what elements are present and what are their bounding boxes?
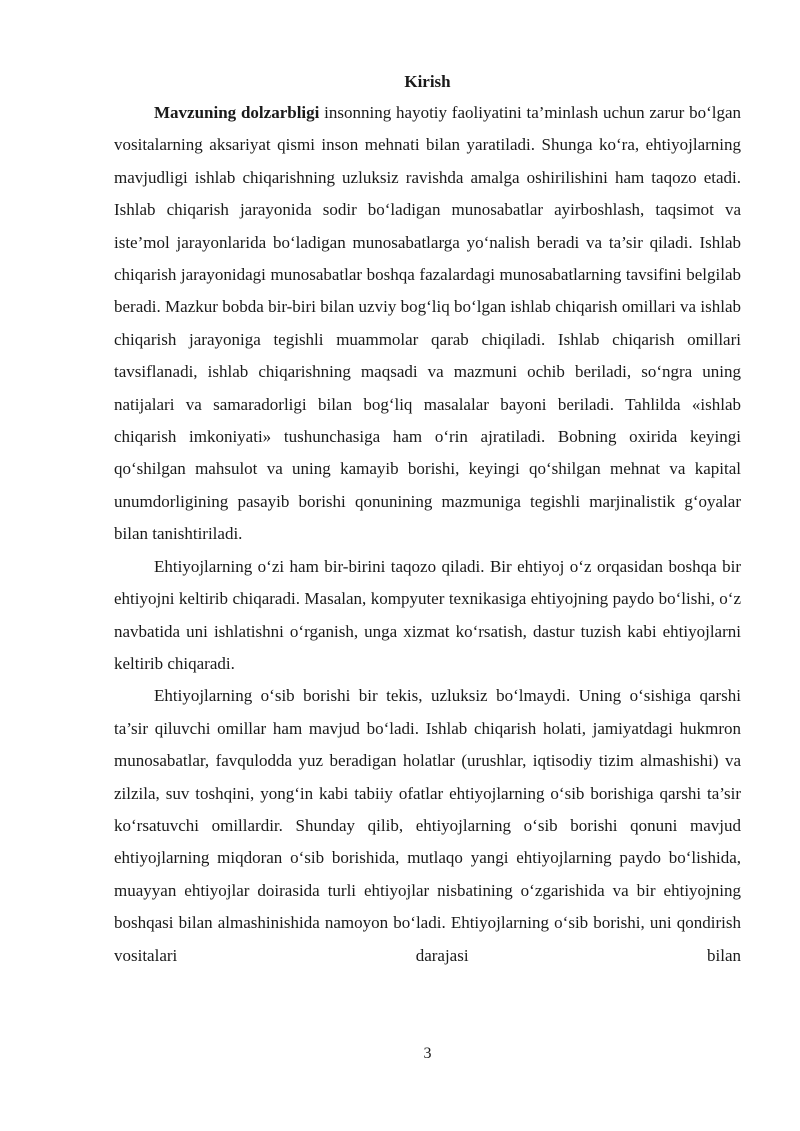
paragraph-1 [114, 97, 741, 551]
paragraph-text: Ehtiyojlarning o‘sib borishi bir tekis, uzluksiz bo‘lmaydi. Uning o‘sishiga qarshi ta’sir qiluvchi omillar ham mavjud bo‘ladi. Ishlab chiqarish holati, jamiyatdagi hukmron munosabatlar, favqulodda yuz beradigan holatlar (urushlar, iqtisodiy tizim almashishi) va zilzila, suv toshqini, yong‘in kabi tabiiy ofatlar ehtiyojlarning o‘sib borishiga qarshi ta’sir ko‘rsatuvchi omillardir. Shunday qilib, ehtiyojlarning o‘sib borishi qonuni mavjud ehtiyojlarning miqdoran o‘sib borishida, mutlaqo yangi ehtiyojlarning paydo bo‘lishida, muayyan ehtiyojlar doirasida turli ehtiyojlar nisbatining o‘zgarishida va bir ehtiyojning boshqasi bilan almashinishida namoyon bo‘ladi. Ehtiyojlarning o‘sib borishi, uni qondirish vositalari darajasi bilan [114, 686, 741, 965]
paragraph-3 [114, 680, 741, 972]
paragraph-2 [114, 551, 741, 681]
paragraph-lead: Mavzuning dolzarbligi [154, 103, 320, 122]
page-number: 3 [423, 1045, 432, 1062]
paragraph-text: insonning hayotiy faoliyatini ta’minlash uchun zarur bo‘lgan vositalarning aksariyat qismi inson mehnati bilan yaratiladi. Shunga ko‘ra, ehtiyojlarning mavjudligi ishlab chiqarishning uzluksiz ravishda amalga oshirilishini ham taqozo etadi. Ishlab chiqarish jarayonida sodir bo‘ladigan munosabatlar ayirboshlash, taqsimot va iste’mol jarayonlarida bo‘ladigan munosabatlarga yo‘nalish beradi va ta’sir qiladi. Ishlab chiqarish jarayonidagi munosabatlar boshqa fazalardagi munosabatlarning tavsifini belgilab beradi. Mazkur bobda bir-biri bilan uzviy bog‘liq bo‘lgan ishlab chiqarish omillari va ishlab chiqarish jarayoniga tegishli muammolar qarab chiqiladi. Ishlab chiqarish omillari tavsiflanadi, ishlab chiqarishning maqsadi va mazmuni ochib beriladi, so‘ngra uning natijalari va samaradorligi bilan bog‘liq masalalar bayoni beriladi. Tahlilda «ishlab chiqarish imkoniyati» tushunchasiga ham o‘rin ajratiladi. Bobning oxirida keyingi qo‘shilgan mahsulot va uning kamayib borishi, keyingi qo‘shilgan mehnat va kapital unumdorligining pasayib borishi qonunining mazmuniga tegishli marjinalistik g‘oyalar bilan tanishtiriladi. [114, 103, 741, 544]
paragraph-text: Ehtiyojlarning o‘zi ham bir-birini taqozo qiladi. Bir ehtiyoj o‘z orqasidan boshqa bir ehtiyojni keltirib chiqaradi. Masalan, kompyuter texnikasiga ehtiyojning paydo bo‘lishi, o‘z navbatida uni ishlatishni o‘rganish, unga xizmat ko‘rsatish, dastur tuzish kabi ehtiyojlarni keltirib chiqaradi. [114, 556, 741, 673]
page-title: Kirish [404, 72, 451, 91]
body-text [114, 97, 741, 972]
